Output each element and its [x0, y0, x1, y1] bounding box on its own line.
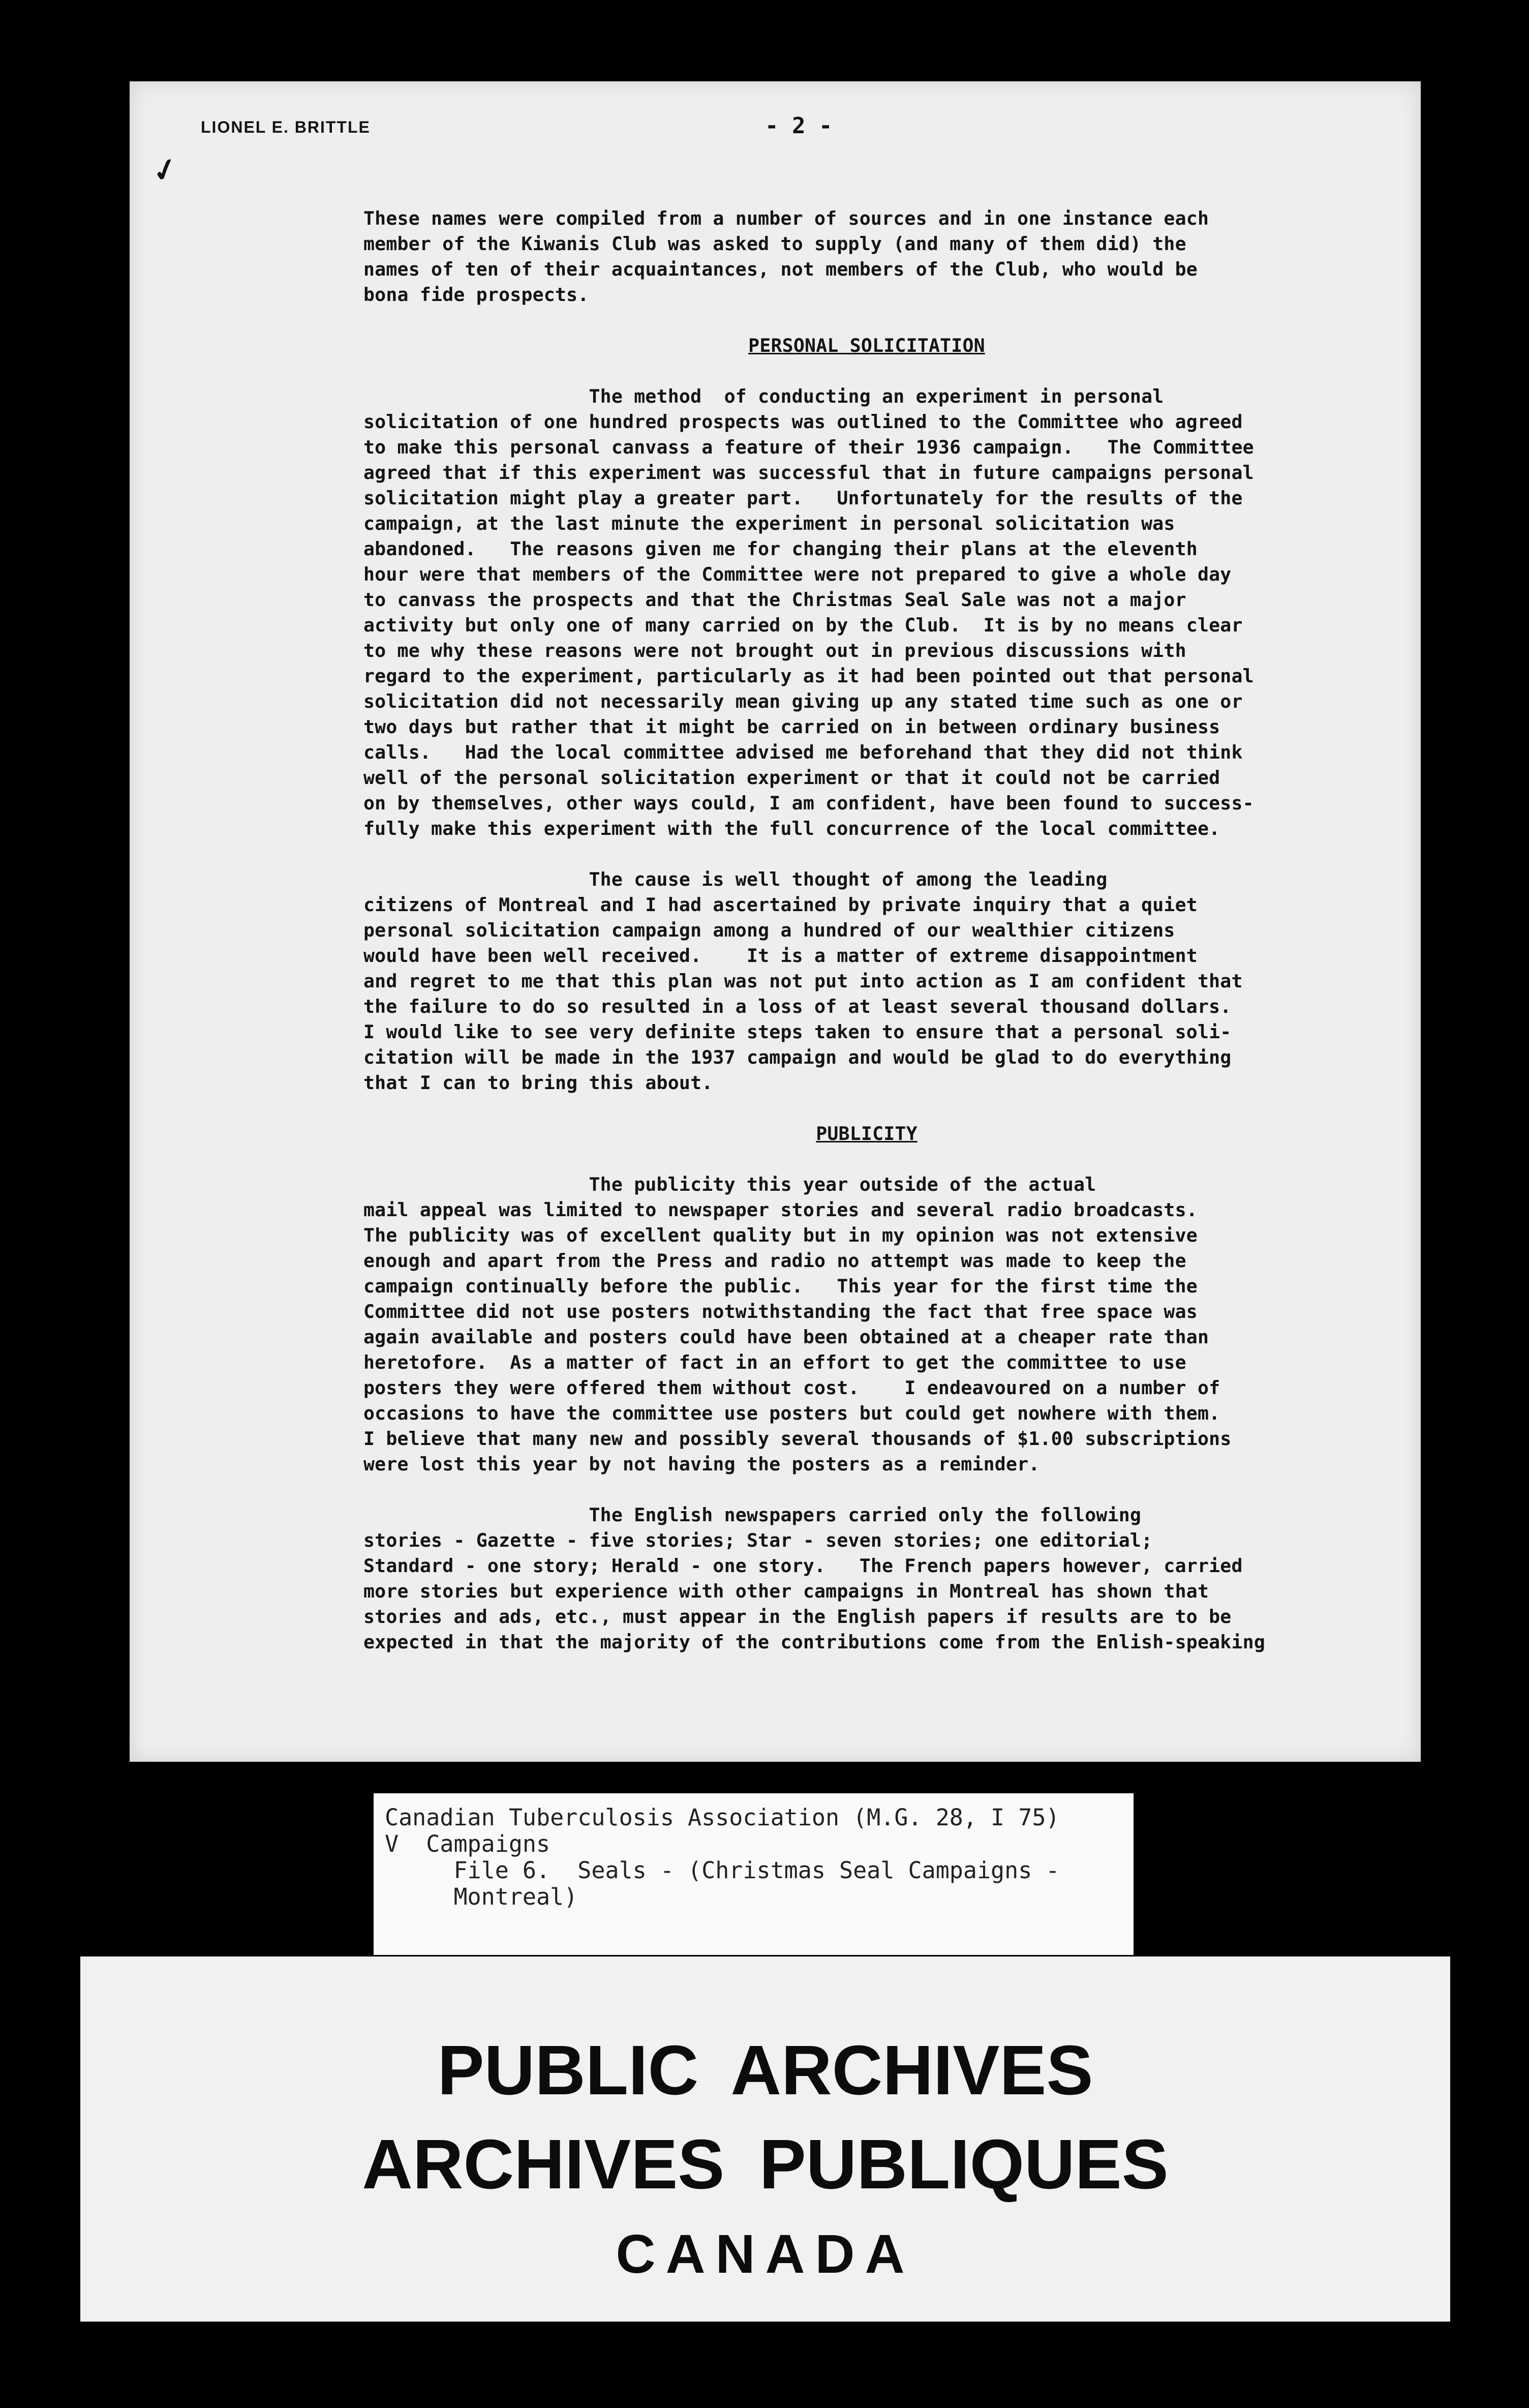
text-line: personal solicitation campaign among a hundred of our wealthier citizens: [363, 919, 1175, 941]
text-line: Standard - one story; Herald - one story. The French papers however, carried: [363, 1555, 1243, 1577]
text-line: solicitation did not necessarily mean giving up any stated time such as one or: [363, 690, 1243, 712]
label-line: V Campaigns: [385, 1830, 551, 1857]
paragraph-gap: [363, 841, 1370, 867]
section-heading: PERSONAL SOLICITATION: [748, 335, 985, 356]
text-line: abandoned. The reasons given me for changing their plans at the eleventh: [363, 538, 1198, 560]
text-line: bona fide prospects.: [363, 284, 589, 306]
text-line: mail appeal was limited to newspaper stories and several radio broadcasts.: [363, 1199, 1198, 1221]
label-line: Montreal): [385, 1883, 578, 1910]
text-line: stories - Gazette - five stories; Star - seven stories; one editorial;: [363, 1529, 1153, 1551]
text-line: names of ten of their acquaintances, not members of the Club, who would be: [363, 258, 1198, 280]
text-line: to canvass the prospects and that the Christmas Seal Sale was not a major: [363, 589, 1186, 611]
text-line: I would like to see very definite steps taken to ensure that a personal soli-: [363, 1021, 1232, 1043]
text-line: regard to the experiment, particularly as it had been pointed out that personal: [363, 665, 1254, 687]
paragraph-gap: [363, 1147, 1370, 1172]
text-line: occasions to have the committee use posters but could get nowhere with them.: [363, 1402, 1220, 1424]
text-line: were lost this year by not having the posters as a reminder.: [363, 1453, 1040, 1475]
text-line: The publicity was of excellent quality but in my opinion was not extensive: [363, 1224, 1198, 1246]
margin-check-mark: ✓: [148, 149, 182, 191]
label-line: File 6. Seals - (Christmas Seal Campaigns -: [385, 1857, 1060, 1884]
text-line: more stories but experience with other campaigns in Montreal has shown that: [363, 1580, 1209, 1602]
text-line: calls. Had the local committee advised me beforehand that they did not think: [363, 741, 1243, 763]
label-line: Canadian Tuberculosis Association (M.G. 28, I 75): [385, 1804, 1060, 1831]
text-line: These names were compiled from a number of sources and in one instance each: [363, 207, 1209, 229]
text-line: to make this personal canvass a feature of their 1936 campaign. The Committee: [363, 436, 1254, 458]
archive-reference-label: [374, 1793, 1134, 1955]
paragraph-gap: [363, 358, 1370, 384]
text-line: on by themselves, other ways could, I am confident, have been found to success-: [363, 792, 1254, 814]
archive-stamp: [80, 1956, 1450, 2322]
stamp-line-country: CANADA: [616, 2223, 915, 2284]
archive-reference-text: [385, 1804, 1060, 1910]
author-header: LIONEL E. BRITTLE: [201, 118, 371, 136]
text-line: campaign, at the last minute the experiment in personal solicitation was: [363, 513, 1175, 534]
text-line: Committee did not use posters notwithstanding the fact that free space was: [363, 1301, 1198, 1322]
paragraph-gap: [363, 1477, 1370, 1502]
text-line: hour were that members of the Committee were not prepared to give a whole day: [363, 563, 1232, 585]
document-page: [130, 81, 1421, 1762]
text-line: posters they were offered them without cost. I endeavoured on a number of: [363, 1377, 1220, 1399]
text-line: member of the Kiwanis Club was asked to supply (and many of them did) the: [363, 233, 1186, 255]
text-line: two days but rather that it might be carried on in between ordinary business: [363, 716, 1220, 738]
text-line: The English newspapers carried only the following: [363, 1504, 1142, 1526]
text-line: citizens of Montreal and I had ascertained by private inquiry that a quiet: [363, 894, 1198, 916]
text-line: solicitation of one hundred prospects was outlined to the Committee who agreed: [363, 411, 1243, 433]
text-line: well of the personal solicitation experiment or that it could not be carried: [363, 767, 1220, 789]
text-line: that I can to bring this about.: [363, 1072, 713, 1094]
paragraph-gap: [363, 308, 1370, 333]
text-line: campaign continually before the public. This year for the first time the: [363, 1275, 1198, 1297]
text-line: expected in that the majority of the contributions come from the Enlish-speaking: [363, 1631, 1265, 1653]
text-line: again available and posters could have been obtained at a cheaper rate than: [363, 1326, 1209, 1348]
document-body: [363, 206, 1370, 1655]
text-line: would have been well received. It is a matter of extreme disappointment: [363, 945, 1198, 967]
text-line: agreed that if this experiment was successful that in future campaigns personal: [363, 462, 1254, 484]
text-line: activity but only one of many carried on by the Club. It is by no means clear: [363, 614, 1243, 636]
text-line: fully make this experiment with the full concurrence of the local committee.: [363, 818, 1220, 839]
text-line: to me why these reasons were not brought out in previous discussions with: [363, 640, 1186, 661]
text-line: The publicity this year outside of the actual: [363, 1173, 1096, 1195]
text-line: and regret to me that this plan was not put into action as I am confident that: [363, 970, 1243, 992]
text-line: solicitation might play a greater part. Unfortunately for the results of the: [363, 487, 1243, 509]
paragraph-gap: [363, 1096, 1370, 1121]
text-line: enough and apart from the Press and radio no attempt was made to keep the: [363, 1250, 1186, 1272]
page-number: - 2 -: [765, 113, 833, 139]
text-line: citation will be made in the 1937 campaign and would be glad to do everything: [363, 1046, 1232, 1068]
text-line: stories and ads, etc., must appear in the English papers if results are to be: [363, 1606, 1232, 1628]
text-line: I believe that many new and possibly several thousands of $1.00 subscriptions: [363, 1428, 1232, 1450]
text-line: heretofore. As a matter of fact in an effort to get the committee to use: [363, 1351, 1186, 1373]
stamp-line-french: ARCHIVES PUBLIQUES: [362, 2125, 1169, 2204]
text-line: the failure to do so resulted in a loss of at least several thousand dollars.: [363, 996, 1232, 1017]
text-line: The cause is well thought of among the leading: [363, 868, 1108, 890]
section-heading: PUBLICITY: [816, 1123, 918, 1145]
text-line: The method of conducting an experiment in personal: [363, 385, 1164, 407]
stamp-line-english: PUBLIC ARCHIVES: [437, 2031, 1093, 2110]
